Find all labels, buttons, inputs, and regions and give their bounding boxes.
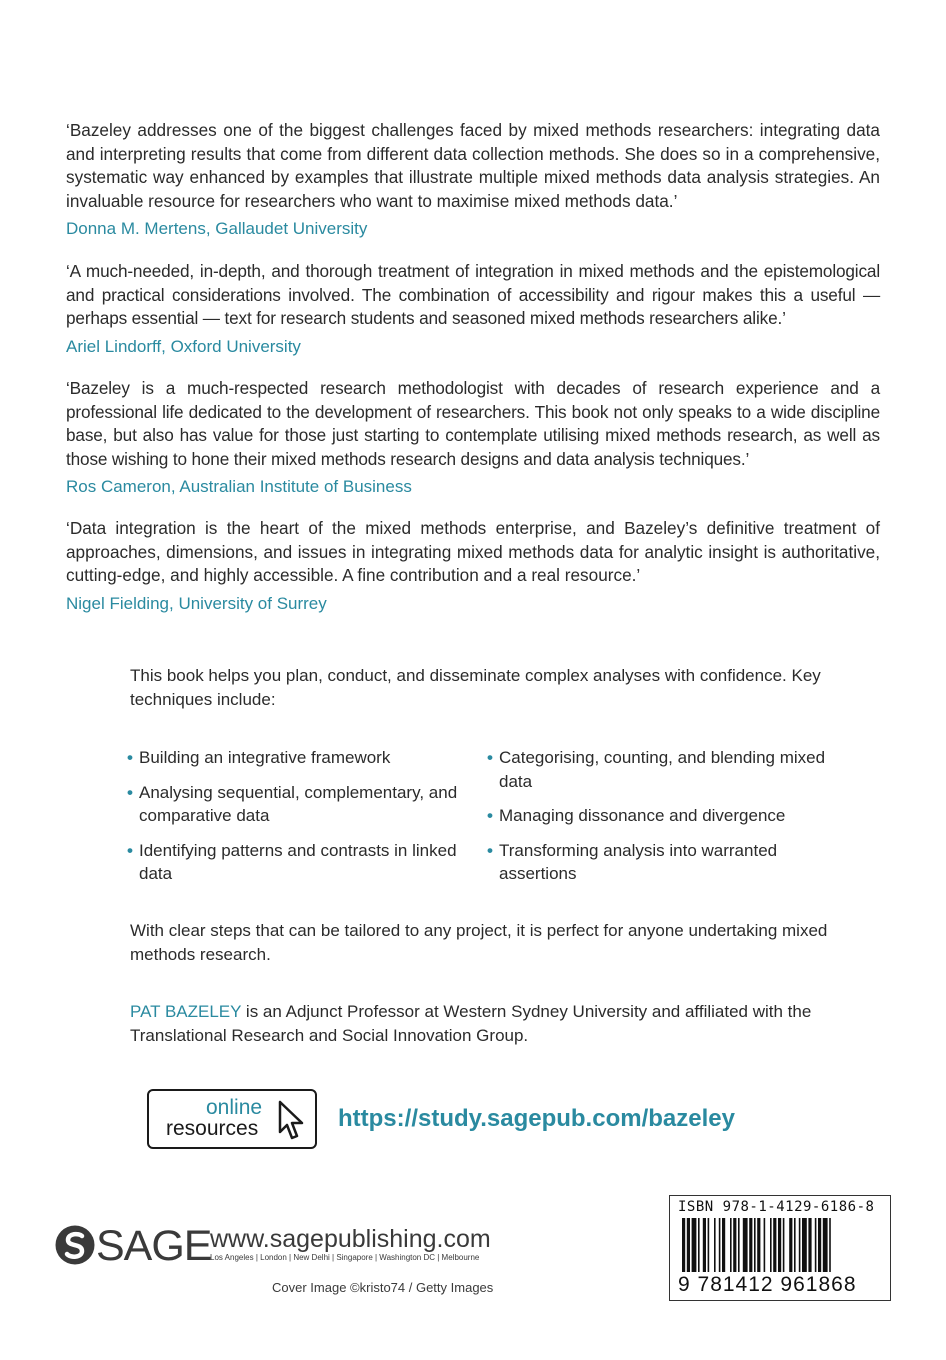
quote-2 — [66, 260, 880, 358]
quote-text: ‘Data integration is the heart of the mixed methods enterprise, and Bazeley’s definitive treatment of approaches, dimensions, and issues in integrating mixed methods data for analytic insight is authoritative, cutting-edge, and highly accessible. A fine contribution and a real resource.’ — [66, 518, 880, 585]
bullet-icon: • — [487, 748, 493, 767]
sage-wordmark: SAGE — [96, 1222, 212, 1270]
closing-paragraph: With clear steps that can be tailored to any project, it is perfect for anyone undertaking mixed methods research. — [130, 921, 828, 964]
companion-website-link[interactable]: https://study.sagepub.com/bazeley — [338, 1105, 735, 1132]
quote-text: ‘A much-needed, in-depth, and thorough treatment of integration in mixed methods and the epistemological and practical considerations involved. The combination of accessibility and rigour makes this a useful — perhaps essential — text for research students and seasoned mixed methods researchers alike.’ — [66, 261, 880, 328]
quote-attribution: Ariel Lindorff, Oxford University — [66, 336, 301, 356]
sage-logo-icon — [54, 1224, 96, 1266]
online-resources-badge — [147, 1089, 317, 1149]
publisher-url[interactable]: www.sagepublishing.com — [210, 1225, 491, 1253]
bullet-icon: • — [127, 782, 133, 802]
resources-label: resources — [166, 1117, 259, 1140]
online-label: online — [206, 1096, 263, 1119]
list-item: • Analysing sequential, complementary, and comparative data — [127, 782, 458, 825]
bullet-icon: • — [127, 840, 133, 860]
cover-credit: Cover Image ©kristo74 / Getty Images — [272, 1280, 494, 1295]
bullet-column-right — [487, 746, 837, 897]
publisher-locations: Los Angeles | London | New Delhi | Singapore | Washington DC | Melbourne — [210, 1253, 480, 1262]
ean-digits: 9 781412 961868 — [678, 1273, 857, 1296]
list-item: • Building an integrative framework — [127, 746, 477, 770]
quote-attribution: Nigel Fielding, University of Surrey — [66, 593, 327, 613]
isbn-barcode — [669, 1195, 891, 1301]
bullet-icon: • — [487, 840, 493, 860]
list-item: • Identifying patterns and contrasts in linked data — [127, 840, 457, 883]
quote-attribution: Ros Cameron, Australian Institute of Business — [66, 477, 412, 496]
author-bio-text: is an Adjunct Professor at Western Sydney University and affiliated with the Translational Research and Social Innovation Group. — [130, 1002, 812, 1045]
intro-paragraph: This book helps you plan, conduct, and disseminate complex analyses with confidence. Key techniques include: — [130, 666, 821, 709]
quote-text: ‘Bazeley is a much-respected research methodologist with decades of research experience and a professional life dedicated to the development of researchers. This book not only speaks to a wide discipline base, but also has value for those just starting to contemplate utilising mixed methods research, as well as those wishing to hone their mixed methods research designs and data analysis techniques.’ — [66, 378, 880, 469]
barcode-bars — [678, 1218, 884, 1276]
quote-4 — [66, 517, 880, 615]
cursor-icon — [277, 1100, 305, 1144]
quote-text: ‘Bazeley addresses one of the biggest challenges faced by mixed methods researchers: integrating data and interpreting results that come from different data collection methods. She does so in a comprehensive, systematic way enhanced by examples that illustrate multiple mixed methods data analysis strategies. An invaluable resource for researchers who want to maximise mixed methods data.’ — [66, 120, 880, 211]
list-item: • Categorising, counting, and blending mixed data — [487, 748, 826, 791]
quote-1 — [66, 119, 880, 240]
author-name: PAT BAZELEY — [130, 1002, 242, 1021]
quote-attribution: Donna M. Mertens, Gallaudet University — [66, 219, 368, 238]
list-item: • Managing dissonance and divergence — [487, 804, 837, 828]
bullet-icon: • — [487, 806, 493, 825]
bullet-icon: • — [127, 748, 133, 767]
author-bio — [130, 1000, 840, 1047]
bullet-column-left — [127, 746, 477, 897]
isbn-number: ISBN 978-1-4129-6186-8 — [678, 1199, 875, 1215]
quote-3 — [66, 377, 880, 498]
list-item: • Transforming analysis into warranted assertions — [487, 840, 778, 883]
